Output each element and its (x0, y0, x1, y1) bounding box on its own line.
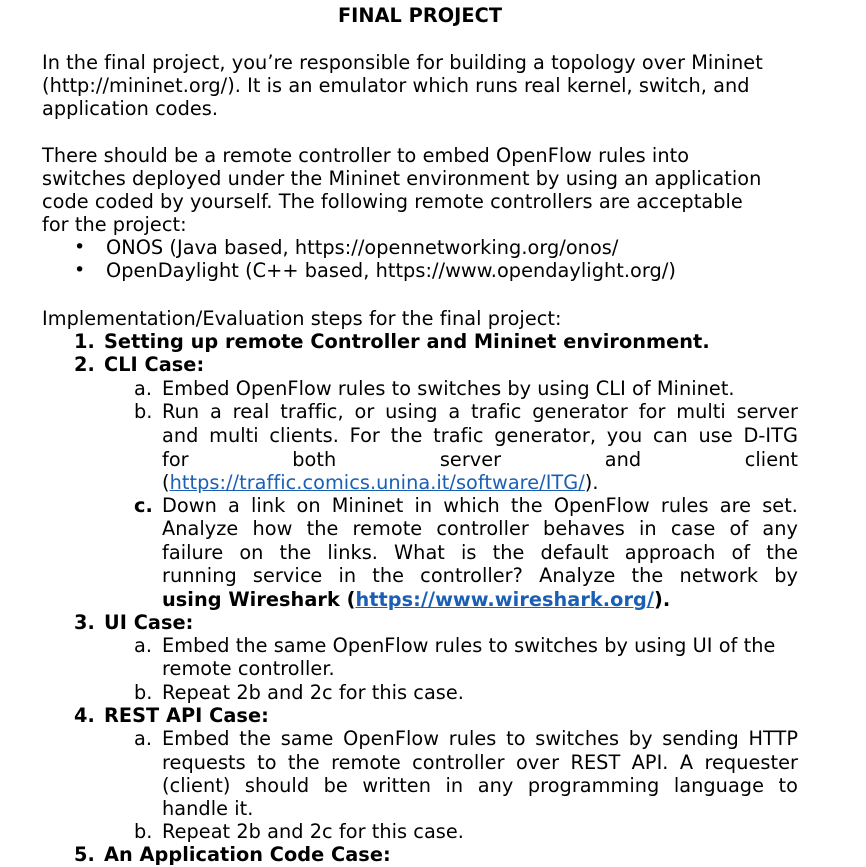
step-title: REST API Case: (104, 704, 269, 727)
controller-paragraph-line: switches deployed under the Mininet environment by using an application (42, 167, 762, 190)
bullet-icon: • (74, 259, 86, 281)
step-title: Setting up remote Controller and Mininet environment. (104, 330, 710, 353)
substep-text: for both server and client (162, 448, 798, 471)
ditg-link[interactable]: https://traffic.comics.unina.it/software/ITG/ (169, 471, 585, 494)
substep-marker: b. (134, 400, 153, 423)
step-title: UI Case: (104, 611, 194, 634)
substep-link-line (162, 471, 599, 494)
document-title: FINAL PROJECT (337, 4, 503, 27)
substep-marker: c. (134, 494, 153, 517)
step-number: 3. (74, 611, 95, 634)
link-paren: ). (653, 588, 671, 611)
substep-text: Repeat 2b and 2c for this case. (162, 820, 464, 843)
link-paren: ). (584, 471, 599, 494)
substep-text: (client) should be written in any programming language to (162, 774, 798, 797)
step-number: 2. (74, 353, 95, 376)
substep-text: and multi clients. For the trafic generator, you can use D-ITG (162, 424, 798, 447)
step-number: 5. (74, 843, 95, 866)
link-paren: ( (162, 471, 170, 494)
step-title: An Application Code Case: (104, 843, 391, 866)
substep-text: Repeat 2b and 2c for this case. (162, 681, 464, 704)
step-number: 4. (74, 704, 95, 727)
substep-marker: b. (134, 681, 153, 704)
substep-text: Embed the same OpenFlow rules to switches by using UI of the (162, 634, 776, 657)
substep-text: handle it. (162, 797, 254, 820)
substep-marker: a. (134, 634, 153, 657)
substep-text: requests to the remote controller over REST API. A requester (162, 751, 798, 774)
substep-text: Analyze how the remote controller behaves in case of any (162, 517, 798, 540)
substep-link-line (162, 588, 670, 611)
substep-text: Down a link on Mininet in which the OpenFlow rules are set. (162, 494, 798, 517)
substep-marker: a. (134, 377, 153, 400)
controller-list-item: ONOS (Java based, https://opennetworking.org/onos/ (106, 236, 619, 259)
substep-marker: a. (134, 727, 153, 750)
substep-marker: b. (134, 820, 153, 843)
steps-intro: Implementation/Evaluation steps for the final project: (42, 307, 562, 330)
substep-text: Run a real traffic, or using a trafic generator for multi server (162, 400, 798, 423)
controller-paragraph-line: code coded by yourself. The following remote controllers are acceptable (42, 190, 743, 213)
intro-line: In the final project, you’re responsible for building a topology over Mininet (42, 51, 763, 74)
controller-paragraph-line: for the project: (42, 213, 187, 236)
step-title: CLI Case: (104, 353, 205, 376)
step-number: 1. (74, 330, 95, 353)
wireshark-link[interactable]: https://www.wireshark.org/ (355, 588, 654, 611)
substep-text: running service in the controller? Analyze the network by (162, 564, 798, 587)
controller-list-item: OpenDaylight (C++ based, https://www.opendaylight.org/) (106, 259, 676, 282)
wireshark-label: using Wireshark ( (162, 588, 356, 611)
substep-text: failure on the links. What is the default approach of the (162, 541, 798, 564)
intro-line: (http://mininet.org/). It is an emulator which runs real kernel, switch, and (42, 74, 750, 97)
substep-text: Embed the same OpenFlow rules to switches by sending HTTP (162, 727, 798, 750)
substep-text: remote controller. (162, 657, 335, 680)
substep-text: Embed OpenFlow rules to switches by using CLI of Mininet. (162, 377, 735, 400)
bullet-icon: • (74, 236, 86, 258)
controller-paragraph-line: There should be a remote controller to embed OpenFlow rules into (42, 144, 690, 167)
intro-line: application codes. (42, 97, 219, 120)
